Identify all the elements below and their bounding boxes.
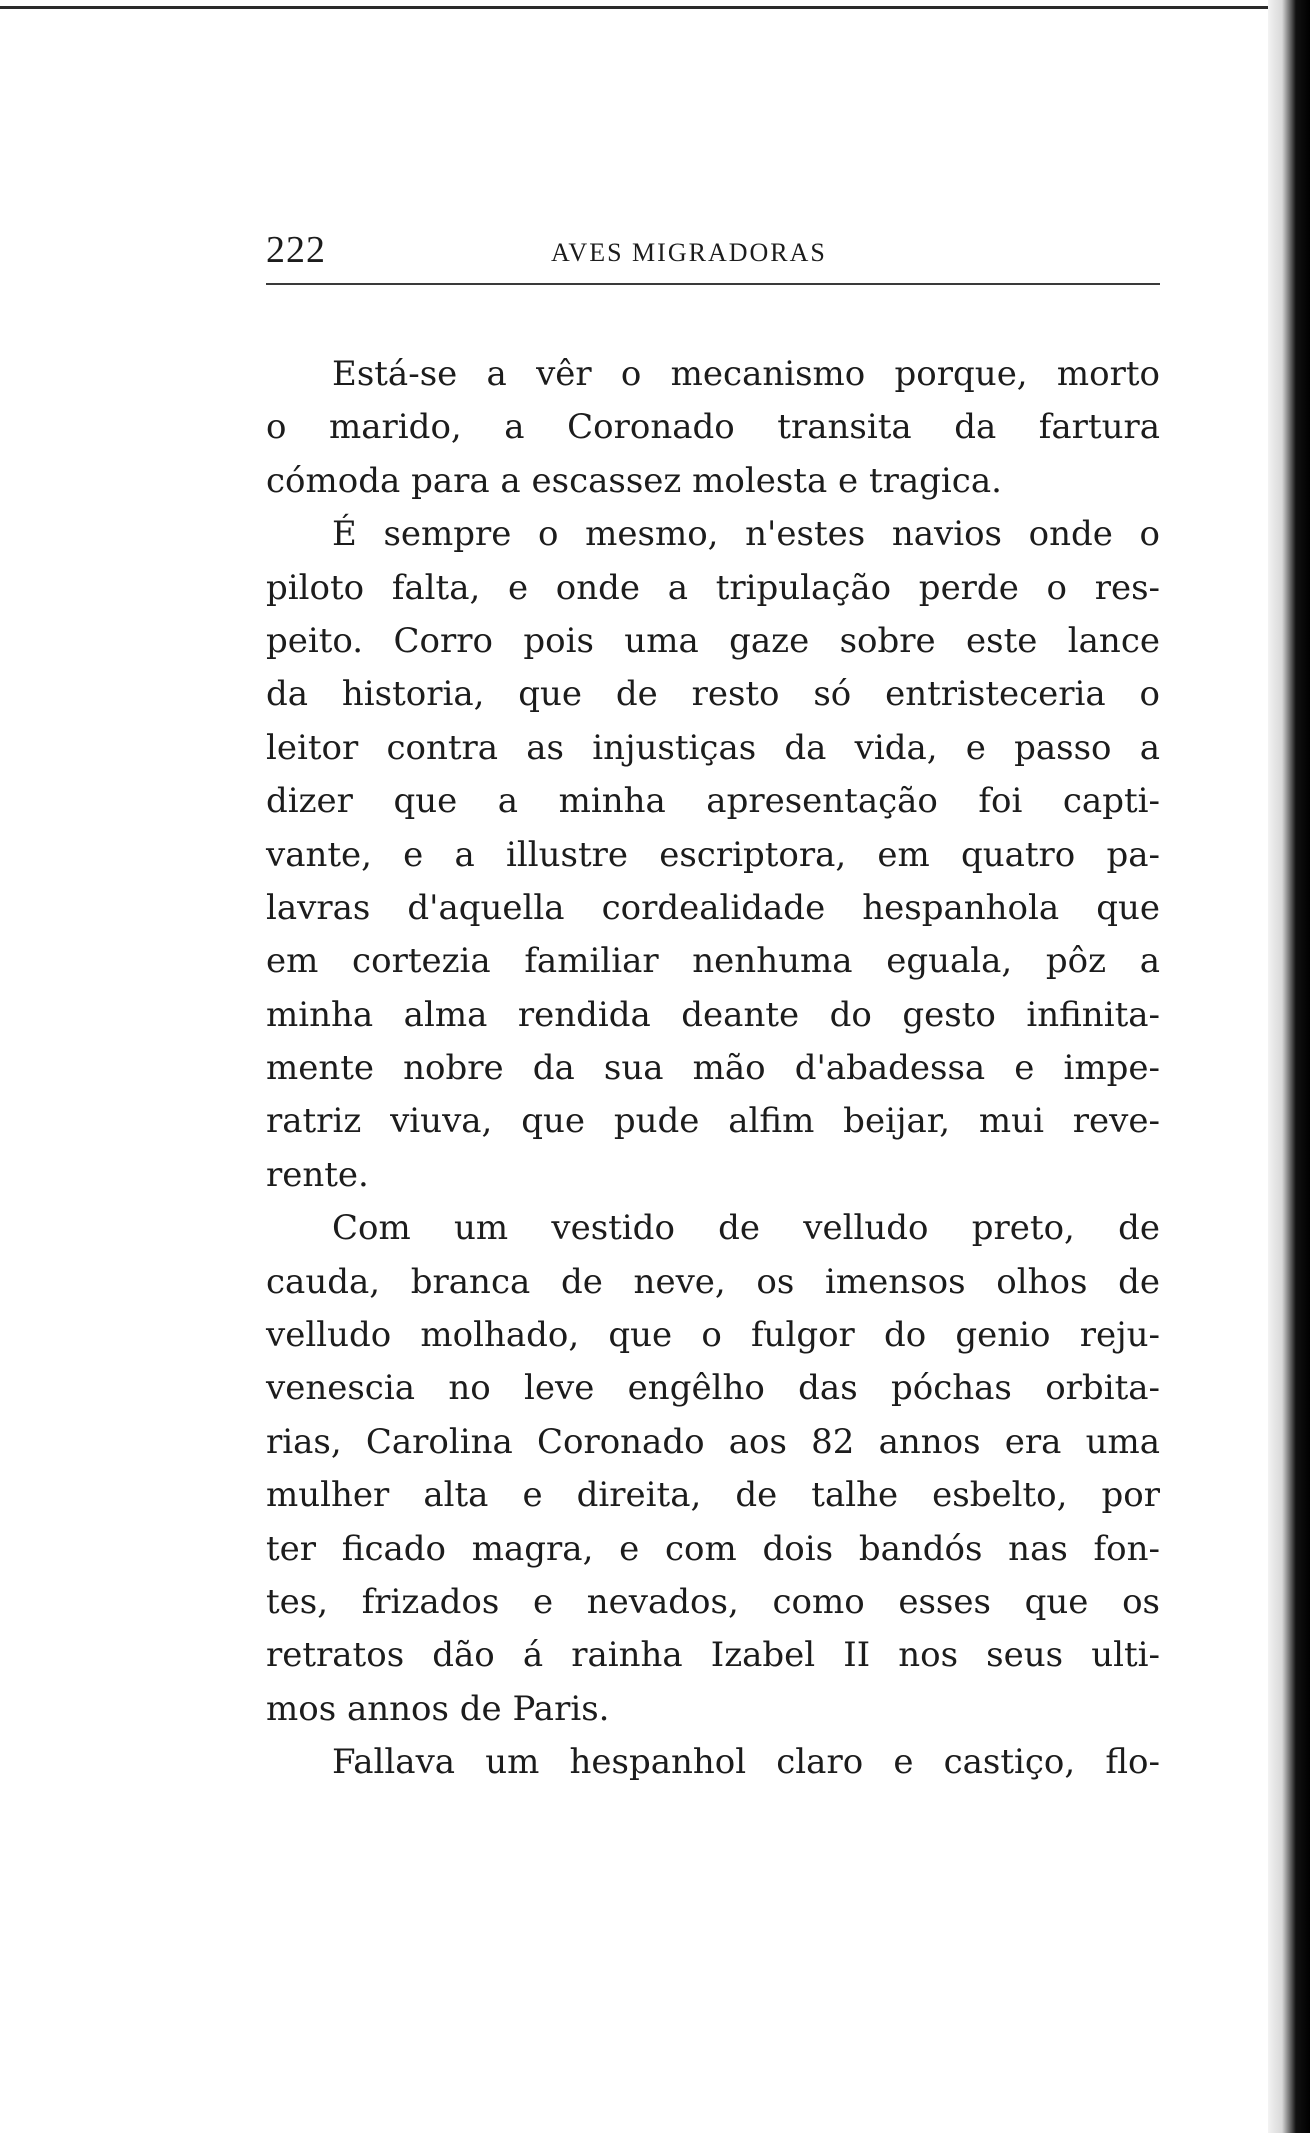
text-line: ter ficado magra, e com dois bandós nas fon-: [266, 1528, 1160, 1569]
text-line: mos annos de Paris.: [266, 1688, 610, 1729]
text-line: rente.: [266, 1154, 369, 1195]
text-line: retratos dão á rainha Izabel II nos seus ulti-: [266, 1635, 1160, 1676]
running-title: AVES MIGRADORAS: [551, 238, 827, 267]
text-line: cómoda para a escassez molesta e tragica.: [266, 460, 1002, 501]
text-line: rias, Carolina Coronado aos 82 annos era uma: [266, 1421, 1160, 1462]
text-line: mente nobre da sua mão d'abadessa e impe-: [266, 1048, 1160, 1089]
book-binding-shadow: [1268, 0, 1310, 2133]
body-text: [266, 348, 1160, 1790]
text-line: tes, frizados e nevados, como esses que os: [266, 1581, 1160, 1622]
page-header: [266, 220, 1160, 280]
text-line: Com um vestido de velludo preto, de: [332, 1208, 1160, 1249]
text-line: em cortezia familiar nenhuma eguala, pôz a: [266, 941, 1160, 982]
text-line: É sempre o mesmo, n'estes navios onde o: [332, 514, 1160, 555]
text-line: velludo molhado, que o fulgor do genio reju-: [266, 1315, 1160, 1356]
text-line: dizer que a minha apresentação foi capti-: [266, 781, 1160, 822]
page-top-edge: [0, 6, 1296, 9]
text-line: cauda, branca de neve, os imensos olhos de: [266, 1261, 1160, 1302]
text-line: peito. Corro pois uma gaze sobre este lance: [266, 620, 1160, 661]
text-line: lavras d'aquella cordealidade hespanhola que: [266, 887, 1160, 928]
text-line: venescia no leve engêlho das póchas orbita-: [266, 1368, 1160, 1409]
text-line: da historia, que de resto só entristeceria o: [266, 674, 1160, 715]
text-line: ratriz viuva, que pude alfim beijar, mui reve-: [266, 1101, 1160, 1142]
text-line: o marido, a Coronado transita da fartura: [266, 407, 1160, 448]
text-line: vante, e a illustre escriptora, em quatro pa-: [266, 834, 1160, 875]
text-line: piloto falta, e onde a tripulação perde o res-: [266, 567, 1160, 608]
page-number: 222: [266, 229, 326, 271]
text-line: leitor contra as injustiças da vida, e passo a: [266, 727, 1160, 768]
text-line: Está-se a vêr o mecanismo porque, morto: [332, 354, 1160, 394]
header-rule: [266, 283, 1160, 285]
text-line: minha alma rendida deante do gesto infinita-: [266, 994, 1160, 1035]
text-line: Fallava um hespanhol claro e castiço, flo-: [332, 1742, 1160, 1783]
text-line: mulher alta e direita, de talhe esbelto, por: [266, 1475, 1160, 1516]
